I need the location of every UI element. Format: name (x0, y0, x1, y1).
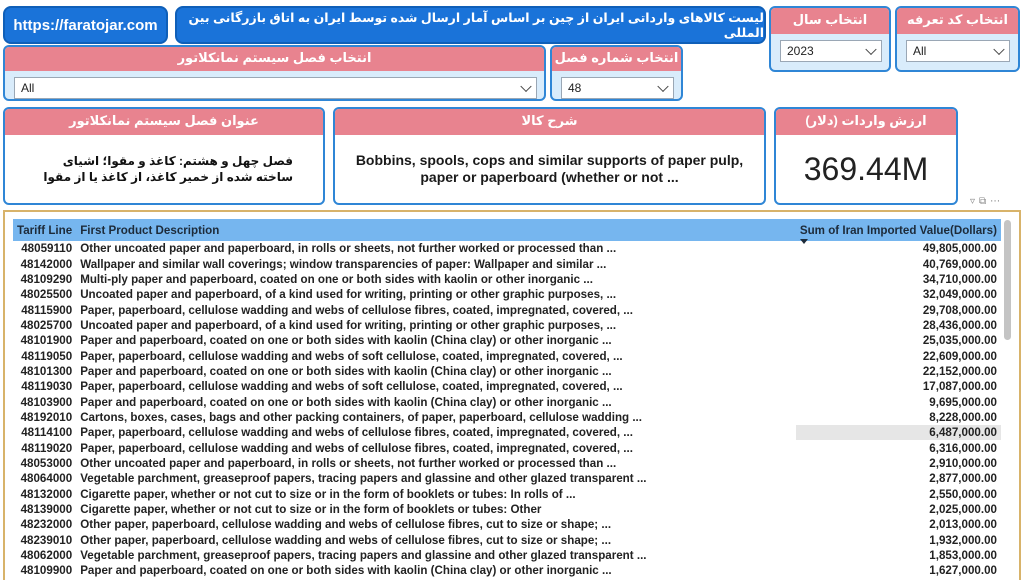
description-cell: Vegetable parchment, greaseproof papers, tracing papers and glassine and other glazed transparent ... (80, 472, 647, 486)
column-header-description[interactable]: First Product Description (76, 219, 796, 241)
description-cell: Other paper, paperboard, cellulose wadding and webs of cellulose fibres, cut to size or shape; ... (80, 518, 612, 532)
table-row[interactable] (13, 533, 1001, 548)
description-cell: Vegetable parchment, greaseproof papers, tracing papers and glassine and other glazed transparent ... (80, 549, 647, 563)
table-row[interactable] (13, 333, 1001, 348)
value-cell: 1,932,000.00 (929, 533, 997, 547)
description-cell: Other uncoated paper and paperboard, in rolls or sheets, not further worked or processed than ... (80, 456, 617, 470)
table-row[interactable] (13, 563, 1001, 578)
value-cell: 49,805,000.00 (922, 242, 997, 256)
tariff-line-cell: 48132000 (20, 487, 73, 501)
value-cell: 1,627,000.00 (929, 564, 997, 578)
product-description-label: شرح کالا (335, 109, 764, 135)
value-cell: 2,550,000.00 (929, 487, 997, 501)
value-cell: 2,025,000.00 (929, 503, 997, 517)
tariff-dropdown-value: All (913, 44, 927, 58)
table-row[interactable] (13, 440, 1001, 455)
tariff-line-cell: 48103900 (20, 395, 73, 409)
value-cell: 9,695,000.00 (929, 395, 997, 409)
chevron-down-icon (865, 44, 876, 55)
description-cell: Paper and paperboard, coated on one or both sides with kaolin (China clay) or other inorganic ... (80, 564, 612, 578)
table-row[interactable] (13, 410, 1001, 425)
chapter-number-dropdown[interactable] (561, 77, 674, 99)
table-row[interactable] (13, 502, 1001, 517)
tariff-line-cell: 48101300 (20, 364, 73, 378)
site-url-link[interactable]: https://faratojar.com (3, 6, 168, 44)
table-row[interactable] (13, 394, 1001, 409)
tariff-line-cell: 48119050 (21, 349, 73, 363)
description-cell: Cigarette paper, whether or not cut to size or in the form of booklets or tubes: Other (80, 503, 542, 517)
tariff-line-cell: 48139000 (20, 503, 73, 517)
chapter-title-label: عنوان فصل سیستم نمانکلاتور (5, 109, 323, 135)
tariff-line-cell: 48101900 (20, 334, 73, 348)
table-row[interactable] (13, 256, 1001, 271)
value-cell: 2,013,000.00 (929, 518, 997, 532)
description-cell: Other paper, paperboard, cellulose wadding and webs of cellulose fibres, cut to size or shape; ... (80, 533, 612, 547)
value-cell: 22,152,000.00 (922, 364, 997, 378)
focus-mode-icon[interactable]: ⧉ (979, 196, 991, 207)
tariff-slicer-label: انتخاب کد تعرفه (897, 8, 1018, 34)
tariff-line-cell: 48025700 (20, 318, 73, 332)
year-slicer (769, 6, 891, 72)
description-cell: Paper and paperboard, coated on one or both sides with kaolin (China clay) or other inorganic ... (80, 334, 612, 348)
value-cell: 6,316,000.00 (929, 441, 997, 455)
tariff-line-cell: 48025500 (20, 288, 73, 302)
table-row[interactable] (13, 302, 1001, 317)
value-cell: 2,877,000.00 (929, 472, 997, 486)
page-title: لیست کالاهای وارداتی ایران از چین بر اساس آمار ارسال شده توسط ایران به اتاق بازرگانی بین المللی (175, 6, 766, 44)
year-dropdown-value: 2023 (787, 44, 814, 58)
more-options-icon[interactable]: ⋯ (990, 196, 1005, 207)
column-header-value[interactable] (796, 219, 1001, 241)
description-cell: Other uncoated paper and paperboard, in rolls or sheets, not further worked or processed than ... (80, 242, 617, 256)
tariff-line-cell: 48109290 (20, 272, 73, 286)
product-description-text: Bobbins, spools, cops and similar supports of paper pulp, paper or paperboard (whether or not ... (355, 152, 744, 185)
value-cell: 28,436,000.00 (922, 318, 997, 332)
table-row[interactable] (13, 379, 1001, 394)
tariff-line-cell: 48059110 (21, 242, 73, 256)
import-value-number: 369.44M (803, 150, 929, 187)
chevron-down-icon (520, 81, 531, 92)
tariff-line-cell: 48192010 (20, 410, 73, 424)
product-description-card (333, 107, 766, 205)
description-cell: Paper and paperboard, coated on one or both sides with kaolin (China clay) or other inorganic ... (80, 364, 612, 378)
tariff-line-cell: 48109900 (20, 564, 73, 578)
filter-icon[interactable]: ▿ (970, 196, 980, 207)
description-cell: Wallpaper and similar wall coverings; window transparencies of paper: Wallpaper and similar ... (80, 257, 607, 271)
value-cell: 29,708,000.00 (922, 303, 997, 317)
tariff-line-cell: 48239010 (20, 533, 73, 547)
table-header-row (13, 219, 1001, 241)
chevron-down-icon (657, 81, 668, 92)
table-row[interactable] (13, 425, 1001, 440)
chapter-title-card (3, 107, 325, 205)
value-cell: 25,035,000.00 (922, 334, 997, 348)
table-row[interactable] (13, 348, 1001, 363)
description-cell: Multi-ply paper and paperboard, coated on one or both sides with kaolin or other inorganic ... (80, 272, 593, 286)
table-row[interactable] (13, 272, 1001, 287)
visual-toolbar (970, 196, 1004, 207)
description-cell: Uncoated paper and paperboard, of a kind used for writing, printing or other graphic purposes, ... (80, 288, 617, 302)
tariff-slicer (895, 6, 1020, 72)
value-cell: 8,228,000.00 (929, 410, 997, 424)
table-row[interactable] (13, 517, 1001, 532)
table-row[interactable] (13, 364, 1001, 379)
description-cell: Paper and paperboard, coated on one or both sides with kaolin (China clay) or other inorganic ... (80, 395, 612, 409)
imports-table-visual (3, 210, 1021, 580)
chevron-down-icon (993, 44, 1004, 55)
chapter-system-slicer (3, 45, 546, 101)
tariff-line-cell: 48062000 (20, 549, 73, 563)
table-row[interactable] (13, 287, 1001, 302)
description-cell: Cigarette paper, whether or not cut to size or in the form of booklets or tubes: In rolls of ... (80, 487, 576, 501)
imports-table (13, 219, 1001, 579)
value-cell: 17,087,000.00 (922, 380, 997, 394)
year-slicer-label: انتخاب سال (771, 8, 889, 34)
table-row[interactable] (13, 487, 1001, 502)
value-cell: 2,910,000.00 (929, 456, 997, 470)
table-row[interactable] (13, 318, 1001, 333)
tariff-line-cell: 48119020 (21, 441, 73, 455)
chapter-number-slicer (550, 45, 683, 101)
year-dropdown[interactable] (780, 40, 882, 62)
column-header-value-label: Sum of Iran Imported Value(Dollars) (799, 223, 997, 237)
table-row[interactable] (13, 456, 1001, 471)
chapter-system-dropdown-value: All (21, 81, 35, 95)
value-cell: 1,853,000.00 (929, 549, 997, 563)
tariff-line-cell: 48115900 (21, 303, 73, 317)
tariff-line-cell: 48119030 (21, 380, 73, 394)
chapter-title-text: فصل چهل و هشتم: کاغذ و مقوا؛ اشیای ساخته شده از خمیر کاغذ، از کاغذ یا از مقوا (43, 154, 293, 184)
column-header-tariff-line[interactable]: Tariff Line (13, 219, 76, 241)
tariff-line-cell: 48142000 (20, 257, 73, 271)
description-cell: Paper, paperboard, cellulose wadding and webs of soft cellulose, coated, impregnated, covered, ... (80, 349, 623, 363)
value-cell: 6,487,000.00 (796, 425, 1001, 440)
description-cell: Uncoated paper and paperboard, of a kind used for writing, printing or other graphic purposes, ... (80, 318, 617, 332)
table-row[interactable] (13, 548, 1001, 563)
vertical-scrollbar[interactable] (1004, 220, 1011, 340)
value-cell: 40,769,000.00 (922, 257, 997, 271)
tariff-line-cell: 48064000 (20, 472, 73, 486)
tariff-line-cell: 48114100 (21, 426, 73, 440)
table-row[interactable] (13, 241, 1001, 256)
value-cell: 22,609,000.00 (922, 349, 997, 363)
description-cell: Paper, paperboard, cellulose wadding and webs of cellulose fibres, coated, impregnated, covered, ... (80, 303, 633, 317)
sort-descending-icon (800, 239, 808, 244)
tariff-dropdown[interactable] (906, 40, 1010, 62)
chapter-number-dropdown-value: 48 (568, 81, 582, 95)
table-body (13, 241, 1001, 579)
description-cell: Cartons, boxes, cases, bags and other packing containers, of paper, paperboard, cellulose wadding ... (80, 410, 642, 424)
import-value-label: ارزش واردات (دلار) (776, 109, 956, 135)
chapter-system-slicer-label: انتخاب فصل سیستم نمانکلاتور (5, 47, 544, 71)
description-cell: Paper, paperboard, cellulose wadding and webs of cellulose fibres, coated, impregnated, covered, ... (80, 426, 633, 440)
import-value-card (774, 107, 958, 205)
value-cell: 34,710,000.00 (922, 272, 997, 286)
description-cell: Paper, paperboard, cellulose wadding and webs of soft cellulose, coated, impregnated, covered, ... (80, 380, 623, 394)
value-cell: 32,049,000.00 (922, 288, 997, 302)
description-cell: Paper, paperboard, cellulose wadding and webs of cellulose fibres, coated, impregnated, covered, ... (80, 441, 633, 455)
tariff-line-cell: 48053000 (20, 456, 73, 470)
tariff-line-cell: 48232000 (20, 518, 73, 532)
chapter-system-dropdown[interactable] (14, 77, 537, 99)
chapter-number-slicer-label: انتخاب شماره فصل (552, 47, 681, 71)
table-row[interactable] (13, 471, 1001, 486)
